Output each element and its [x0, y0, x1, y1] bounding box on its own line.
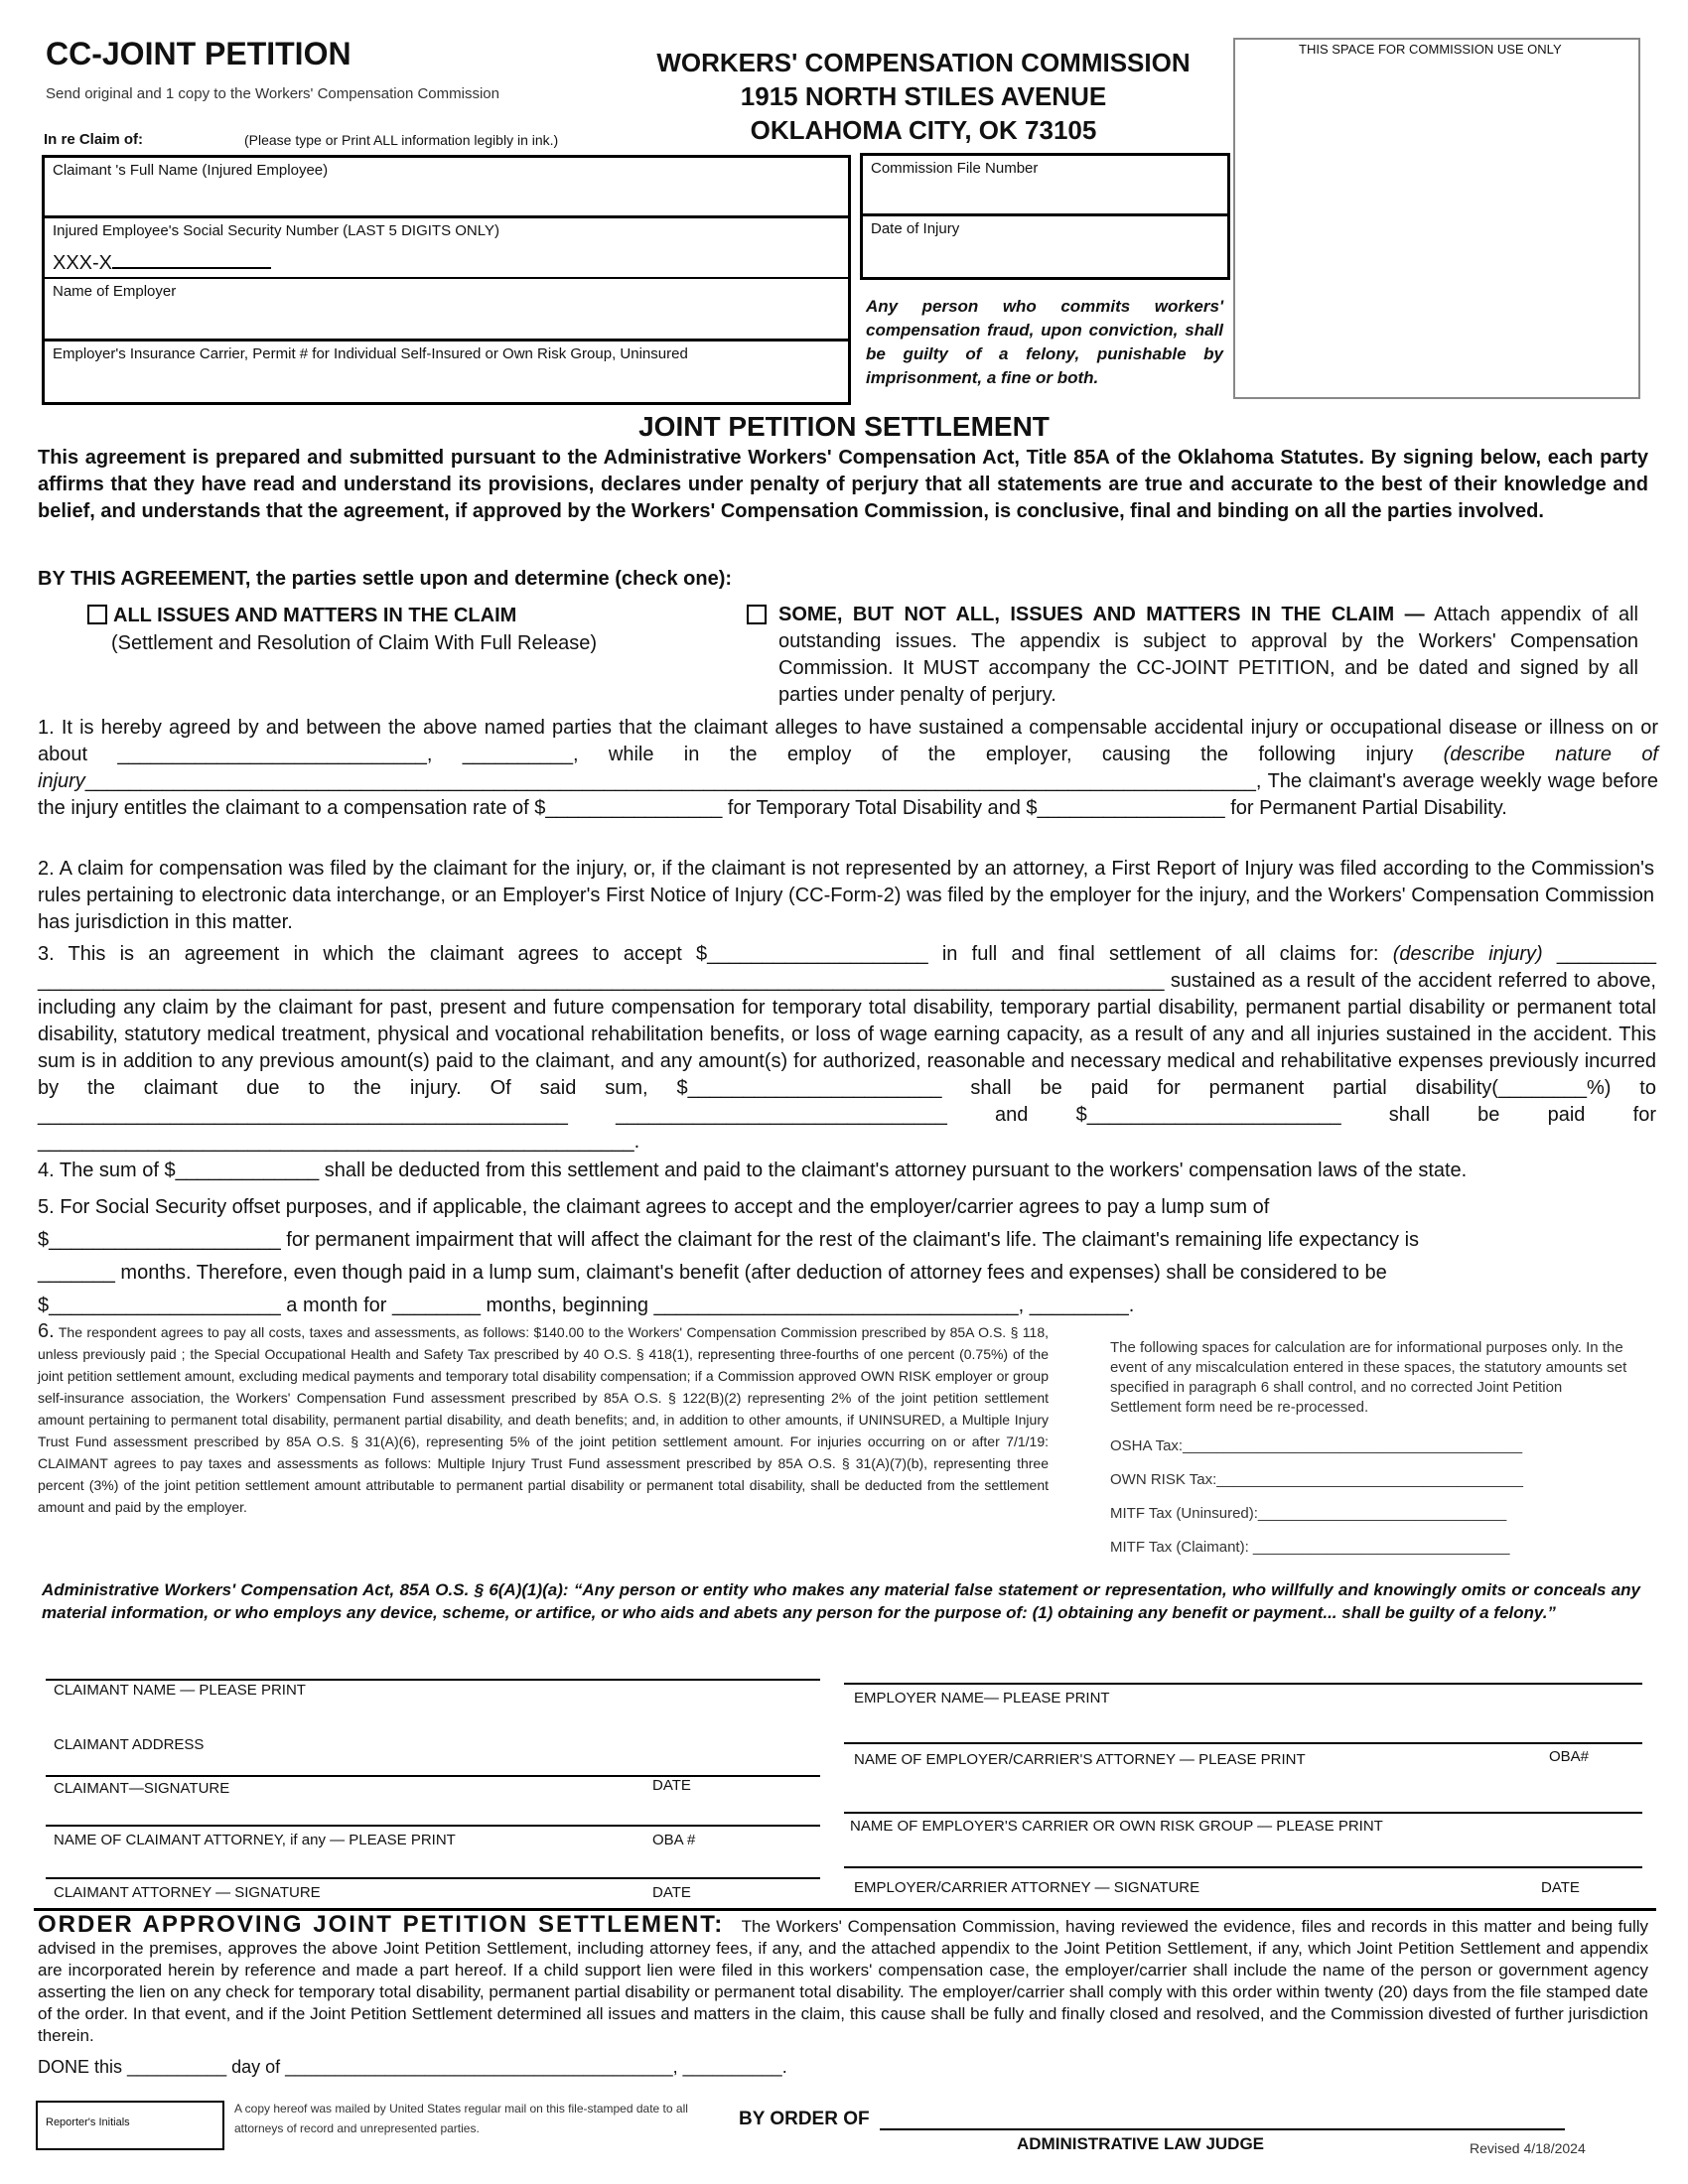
- claimant-attorney-oba[interactable]: OBA #: [652, 1832, 696, 1848]
- osha-tax-field[interactable]: OSHA Tax:_________________________________________: [1110, 1437, 1523, 1454]
- employer-name-print[interactable]: EMPLOYER NAME— PLEASE PRINT: [854, 1690, 1110, 1706]
- ssn-label: Injured Employee's Social Security Number (LAST 5 DIGITS ONLY): [53, 222, 499, 239]
- carrier-label: Employer's Insurance Carrier, Permit # for Individual Self-Insured or Own Risk Group, Uninsured: [53, 345, 688, 362]
- carrier-name-print[interactable]: NAME OF EMPLOYER'S CARRIER OR OWN RISK GROUP — PLEASE PRINT: [850, 1818, 1383, 1835]
- employer-attorney-oba[interactable]: OBA#: [1549, 1748, 1590, 1765]
- revised-date: Revised 4/18/2024: [1470, 2140, 1586, 2156]
- claimant-signature[interactable]: CLAIMANT—SIGNATURE: [54, 1780, 230, 1797]
- claimant-attorney-date[interactable]: DATE: [652, 1884, 691, 1901]
- agency-block: [626, 46, 1221, 147]
- claimant-attorney-name[interactable]: NAME OF CLAIMANT ATTORNEY, if any — PLEASE PRINT: [54, 1832, 456, 1848]
- check-one-label: BY THIS AGREEMENT, the parties settle upon and determine (check one):: [38, 568, 733, 590]
- mailing-note: A copy hereof was mailed by United States regular mail on this file-stamped date to all attorneys of record and unrepresented parties.: [234, 2102, 688, 2135]
- some-issues-text: [778, 602, 1638, 709]
- file-number-label: Commission File Number: [871, 160, 1039, 177]
- claimant-name-field[interactable]: [45, 158, 848, 218]
- commission-use-box: [1233, 38, 1640, 399]
- option-all-issues[interactable]: [87, 602, 683, 657]
- all-issues-title: ALL ISSUES AND MATTERS IN THE CLAIM: [113, 605, 517, 626]
- agency-address1: 1915 NORTH STILES AVENUE: [740, 81, 1107, 111]
- all-issues-subtitle: (Settlement and Resolution of Claim With Full Release): [111, 632, 598, 654]
- some-issues-detail: Attach appendix of all outstanding issues. The appendix is subject to approval by the Workers' Compensation Commission. It MUST accompany the CC-JOINT PETITION, and be dated and signed by all parties under penalty of perjury.: [778, 604, 1639, 706]
- ssn-field[interactable]: [45, 218, 848, 276]
- in-re-label: In re Claim of:: [44, 131, 144, 148]
- settlement-title: JOINT PETITION SETTLEMENT: [638, 411, 1050, 442]
- print-note: (Please type or Print ALL information legibly in ink.): [244, 132, 559, 148]
- order-title: ORDER APPROVING JOINT PETITION SETTLEMENT:: [38, 1911, 725, 1938]
- employer-attorney-signature[interactable]: EMPLOYER/CARRIER ATTORNEY — SIGNATURE: [854, 1879, 1200, 1896]
- agency-name: WORKERS' COMPENSATION COMMISSION: [656, 48, 1191, 77]
- employer-label: Name of Employer: [53, 283, 177, 300]
- file-info-box: [860, 153, 1230, 280]
- some-issues-checkbox[interactable]: [747, 605, 767, 624]
- paragraph-6: 6. The respondent agrees to pay all costs, taxes and assessments, as follows: $140.00 to the Workers' Compensation Commission prescribed by 85A O.S. § 118, unless previously paid ; the Special Occupational Health and Safety Tax prescribed by 40 O.S. § 418(1), representing three-fourths of one percent (0.75%) of the joint petition settlement amount, excluding medical payments and temporary total disability compensation; if a Commission approved OWN RISK employer or group self-insurance association, the Workers' Compensation Fund assessment prescribed by 85A O.S. § 122(B)(2) representing 2% of the joint petition settlement amount pertaining to permanent total disability, permanent partial disability, and death benefits; and, in addition to other amounts, if UNINSURED, a Multiple Injury Trust Fund assessment prescribed by 85A O.S. § 31(A)(6), representing 5% of the joint petition settlement amount. For injuries occurring on or after 7/1/19: CLAIMANT agrees to pay taxes and assessments as follows: Multiple Injury Trust Fund assessment prescribed by 85A O.S. § 31(A)(7)(b), representing three percent (3%) of the joint petition settlement amount attributable to permanent partial disability or permanent total disability, shall be deducted from the settlement amount and paid by the employer.: [38, 1320, 1050, 1515]
- by-order-label: BY ORDER OF: [739, 2109, 870, 2129]
- done-this-line[interactable]: DONE this __________ day of _______________________________________, __________.: [38, 2057, 787, 2077]
- paragraph-2: 2. A claim for compensation was filed by the claimant for the injury, or, if the claimant is not represented by an attorney, a First Report of Injury was filed according to the Commission's rules pertaining to electronic data interchange, or an Employer's First Notice of Injury (CC-Form-2) was filed by the employer for the injury, and the Workers' Compensation Commission has jurisdiction in this matter.: [38, 858, 1654, 933]
- employer-field[interactable]: [45, 279, 848, 341]
- employer-attorney-date[interactable]: DATE: [1541, 1879, 1580, 1896]
- intro-paragraph: This agreement is prepared and submitted pursuant to the Administrative Workers' Compensation Act, Title 85A of the Oklahoma Statutes. By signing below, each party affirms that they have read and understand its provisions, declares under penalty of perjury that all statements are true and accurate to the best of their knowledge and belief, and understands that the agreement, if approved by the Workers' Compensation Commission, is conclusive, final and binding on all the parties involved.: [38, 447, 1648, 522]
- claimant-name-label: Claimant 's Full Name (Injured Employee): [53, 162, 329, 179]
- claimant-attorney-signature[interactable]: CLAIMANT ATTORNEY — SIGNATURE: [54, 1884, 321, 1901]
- paragraph-4: 4. The sum of $_____________ shall be deducted from this settlement and paid to the claimant's attorney pursuant to the workers' compensation laws of the state.: [38, 1160, 1468, 1181]
- agency-address2: OKLAHOMA CITY, OK 73105: [750, 115, 1097, 145]
- date-of-injury-label: Date of Injury: [871, 220, 960, 237]
- ssn-prefix: XXX-X: [53, 252, 271, 275]
- employer-attorney-name[interactable]: NAME OF EMPLOYER/CARRIER'S ATTORNEY — PLEASE PRINT: [854, 1751, 1306, 1768]
- some-issues-title: SOME, BUT NOT ALL, ISSUES AND MATTERS IN THE CLAIM —: [778, 604, 1425, 625]
- claimant-signature-date[interactable]: DATE: [652, 1777, 691, 1794]
- order-text: The Workers' Compensation Commission, having reviewed the evidence, files and records in this matter and being fully advised in the premises, approves the above Joint Petition Settlement, including attorney fees, if any, and the attached appendix to the Joint Petition Settlement, if any, which Joint Petition Settlement and appendix are incorporated herein by reference and made a part hereof. If a child support lien were filed in this workers' compensation case, the employer/carrier shall include the name of the person or government agency asserting the lien on any check for temporary total disability, permanent partial disability or permanent total disability. The employer/carrier shall comply with this order within twenty (20) days from the file stamped date of the order. In that event, and if the Joint Petition Settlement determined all issues and matters in the claim, this cause shall be fully and finally closed and resolved, and the Commission divested of further jurisdiction therein.: [38, 1917, 1649, 2045]
- claimant-address[interactable]: CLAIMANT ADDRESS: [54, 1736, 205, 1753]
- claimant-name-print[interactable]: CLAIMANT NAME — PLEASE PRINT: [54, 1682, 306, 1699]
- commission-use-label: THIS SPACE FOR COMMISSION USE ONLY: [1299, 42, 1562, 57]
- carrier-field[interactable]: [45, 341, 848, 401]
- reporters-initials-box[interactable]: [36, 2101, 224, 2150]
- calc-fields: [1110, 1430, 1523, 1565]
- reporters-initials-label: Reporter's Initials: [46, 2116, 130, 2128]
- own-risk-tax-field[interactable]: OWN RISK Tax:_____________________________________: [1110, 1471, 1523, 1488]
- alj-signature-line[interactable]: [880, 2128, 1565, 2130]
- paragraph-3: 3. This is an agreement in which the claimant agrees to accept $____________________ in full and final settlement of all claims for: (describe injury) _________ ______________________________________________________________________________________________________ sustained as a result of the accident referred to above, including any claim by the claimant for past, present and future compensation for temporary total disability, temporary partial disability, permanent partial disability or permanent total disability, statutory medical treatment, physical and vocational rehabilitation benefits, or loss of wage earning capacity, as a result of any and all injuries sustained in the accident. This sum is in addition to any previous amount(s) paid to the claimant, and any amount(s) for authorized, reasonable and necessary medical and rehabilitative expenses previously incurred by the claimant due to the injury. Of said sum, $_______________________ shall be paid for permanent partial disability(________%) to ________________________________________________ ______________________________ and $_______________________ shall be paid for ______________________________________________________.: [38, 943, 1657, 1153]
- all-issues-checkbox[interactable]: [87, 605, 107, 624]
- file-number-field[interactable]: [863, 156, 1227, 216]
- option-some-issues[interactable]: [747, 602, 1638, 709]
- date-of-injury-field[interactable]: [863, 216, 1227, 276]
- claim-info-box: [42, 155, 851, 405]
- paragraph-5: 5. For Social Security offset purposes, and if applicable, the claimant agrees to accept and the employer/carrier agrees to pay a lump sum of $_____________________ for permanent impairment that will affect the claimant for the rest of the claimant's life. The claimant's remaining life expectancy is _______ months. Therefore, even though paid in a lump sum, claimant's benefit (after deduction of attorney fees and expenses) shall be considered to be $_____________________ a month for ________ months, beginning _________________________________, _________.: [38, 1196, 1420, 1316]
- form-title: CC-JOINT PETITION: [46, 36, 352, 71]
- statute-warning: Administrative Workers' Compensation Act, 85A O.S. § 6(A)(1)(a): “Any person or entity who makes any material false statement or representation, who willfully and knowingly omits or conceals any material information, or who employs any device, scheme, or artifice, or who aids and abets any person for the purpose of: (1) obtaining any benefit or payment... shall be guilty of a felony.”: [42, 1580, 1640, 1622]
- fraud-warning: Any person who commits workers' compensation fraud, upon conviction, shall be guilty of a felony, punishable by imprisonment, a fine or both.: [866, 297, 1223, 387]
- mitf-uninsured-field[interactable]: MITF Tax (Uninsured):______________________________: [1110, 1505, 1507, 1522]
- calc-note: The following spaces for calculation are for informational purposes only. In the event of any miscalculation entered in these spaces, the statutory amounts set specified in paragraph 6 shall control, and no corrected Joint Petition Settlement form need be re-processed.: [1110, 1339, 1627, 1416]
- send-note: Send original and 1 copy to the Workers' Compensation Commission: [46, 85, 499, 102]
- alj-label: ADMINISTRATIVE LAW JUDGE: [1017, 2134, 1265, 2153]
- paragraph-1: 1. It is hereby agreed by and between the above named parties that the claimant alleges to have sustained a compensable accidental injury or occupational disease or illness on or about ____________________________, __________, while in the employ of the employer, causing the following injury (describe nature of injury__________________________________________________________________________________________________________, The claimant's average weekly wage before the injury entitles the claimant to a compensation rate of $________________ for Temporary Total Disability and $_________________ for Permanent Partial Disability.: [38, 717, 1658, 819]
- mitf-claimant-field[interactable]: MITF Tax (Claimant): _______________________________: [1110, 1539, 1510, 1556]
- order-section: [38, 1911, 1649, 2047]
